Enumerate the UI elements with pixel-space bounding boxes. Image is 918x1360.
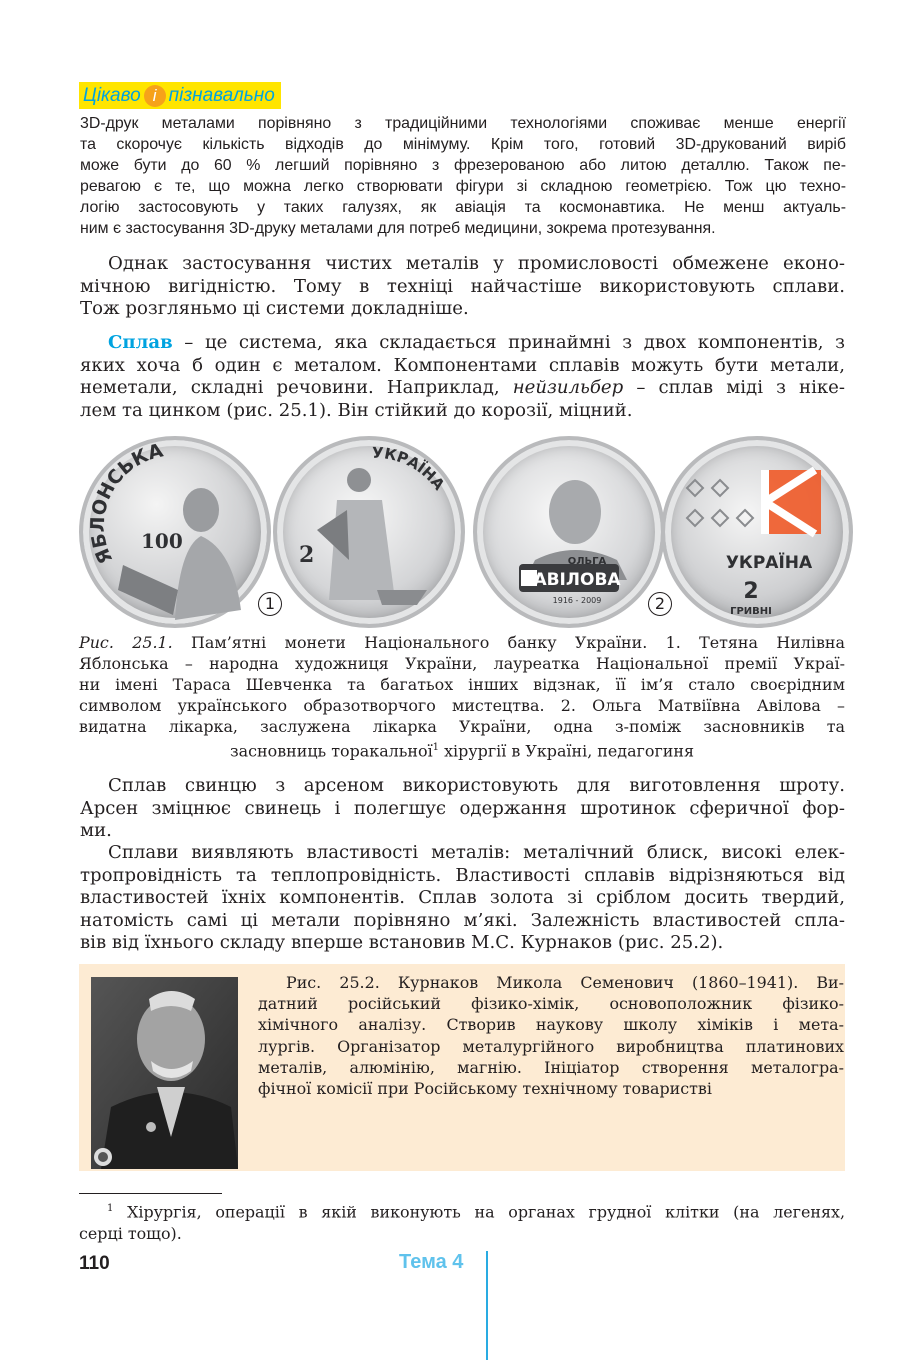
page-number: 110 [79,1253,110,1274]
caption-line: металів, алюмінію, магнію. Ініціатор створення металогра- [258,1057,844,1077]
paragraph-lead-arsenic [80,775,845,843]
kurnakov-portrait [91,977,238,1169]
footnote [79,1198,845,1244]
info-line: ним є застосування 3D-друку металами для потреб медицини, зокрема протезування. [80,220,716,237]
footnote-divider [79,1193,222,1194]
paragraph-alloy-definition [80,332,845,422]
footnote-line [79,1198,845,1223]
caption-text: засновниць торакальної [230,741,433,761]
paragraph-text: – сплав міді з ніке- [623,377,845,398]
caption-line [79,632,845,653]
caption-line [79,737,845,761]
info-line: ревагою є те, що можна легко створювати фігури зі складною геометрією. Тож цю техно- [80,178,846,195]
caption-line: символом українського образотворчого мистецтва. 2. Ольга Матвіївна Авілова – [79,696,845,715]
footnote-marker: 1 [107,1203,114,1214]
info-badge-left: Цікаво [83,84,141,106]
coin4-country: УКРАЇНА [725,553,813,573]
paragraph-economics [80,253,845,321]
paragraph-line: тропровідність та теплопровідність. Властивості сплавів відрізняються від [80,864,845,886]
topic-divider [486,1251,488,1360]
caption-label: Рис. 25.1. [79,633,173,652]
paragraph-text: – це система, яка складається принаймні з двох компонентів, з [172,332,845,353]
coin-yablonska [79,436,271,628]
coin2-label: УКРАЇНА [371,443,449,494]
coin-hryvnia [661,436,853,628]
info-badge [79,82,281,109]
paragraph-line: мічною вигідністю. Тому в техніці найчастіше використовують сплави. [80,275,845,297]
caption-line: ни імені Тараса Шевченка та багатьох інших відзнак, її ім’я стало своєрідним [79,675,845,694]
paragraph-line: ми. [80,820,112,841]
svg-text:УКРАЇНА [372,444,449,494]
paragraph-line: яких хоча б один є металом. Компонентами сплавів можуть бути метали, [80,354,845,376]
term-alloy: Сплав [108,332,173,353]
caption-line: фічної комісії при Російському технічному товаристві [258,1079,712,1099]
coin1-label: ЯБЛОНСЬКА [86,440,166,567]
caption-line: Рис. 25.2. Курнаков Микола Семенович (1860–1941). Ви- [286,973,844,992]
coin-avilova [473,436,665,628]
paragraph-line [80,377,845,400]
caption-text: Пам’ятні монети Національного банку України. 1. Тетяна Нилівна [172,633,845,652]
footnote-text: Хірургія, операції в якій виконують на органах грудної клітки (на легенях, [113,1202,845,1222]
paragraph-line: лем та цинком (рис. 25.1). Він стійкий до корозії, міцний. [80,399,633,421]
paragraph-line: Сплави виявляють властивості металів: металічний блиск, високі елек- [108,842,845,863]
caption-text: хірургії в Україні, педагогиня [439,741,694,761]
caption-line: лургів. Організатор металургійного виробництва платинових [258,1036,844,1056]
info-text [80,113,846,239]
coin-ukraine-harvest [273,436,465,628]
paragraph-line: натомість самі ці метали порівняно м’які. Залежність властивостей спла- [80,909,845,931]
figure-marker-2: 2 [648,592,672,616]
caption-line: Яблонська – народна художниця України, лауреатка Національної премії Украї- [79,654,845,673]
paragraph-line: Арсен зміцнює свинець і полегшує одержання шротинок сферичної фор- [80,797,845,819]
info-line: 3D-друк металами порівняно з традиційними технологіями споживає менше енергії [80,115,846,132]
paragraph-line [80,332,845,355]
footnote-ref: 1 [432,742,440,753]
paragraph-alloy-properties [80,842,845,955]
paragraph-line: вів від їхнього складу вперше встановив М.С. Курнаков (рис. 25.2). [80,932,724,953]
caption-line: хімічного аналізу. Створив наукову школу хіміків і мета- [258,1015,844,1035]
topic-label: Тема 4 [399,1251,464,1273]
coin4-number: 2 [743,579,759,604]
figure-coins [79,432,845,624]
info-line: може бути до 60 % легший порівняно з фрезерованою або литою деталлю. Також пе- [80,157,846,174]
info-badge-right: пізнавально [168,84,275,106]
caption-line: видатна лікарка, заслужена лікарка України, одна з-поміж засновників та [79,717,845,736]
figure-caption [79,632,845,761]
info-icon: і [144,85,166,107]
paragraph-line: властивостей їхніх компонентів. Сплав золота зі сріблом досить твердий, [80,887,845,908]
caption-line: датний російський фізико-хімік, основоположник фізико- [258,994,844,1014]
paragraph-line: Сплав свинцю з арсеном використовують для виготовлення шроту. [108,775,845,796]
info-line: логію застосовують у таких галузях, як авіація та космонавтика. Не менш актуаль- [80,199,846,216]
kurnakov-caption [258,972,844,1099]
coin3-years: 1916 - 2009 [552,596,602,605]
coin2-number: 2 [299,542,315,568]
figure-marker-1: 1 [258,592,282,616]
coin1-number: 100 [141,529,183,553]
info-line: та скорочує кількість відходів до мінімуму. Крім того, готовий 3D-друкований виріб [80,136,846,153]
paragraph-line: Однак застосування чистих металів у промисловості обмежене еконо- [108,253,845,274]
footnote-line: серці тощо). [79,1223,182,1243]
coin3-first-name: ОЛЬГА [567,556,607,567]
paragraph-text: неметали, складні речовини. Наприклад, [80,377,513,398]
term-nickel-silver: нейзильбер [512,377,624,398]
paragraph-line: Тож розгляньмо ці системи докладніше. [80,298,469,319]
coin4-unit: ГРИВНІ [730,606,772,617]
coin3-surname: АВІЛОВА [533,570,621,590]
